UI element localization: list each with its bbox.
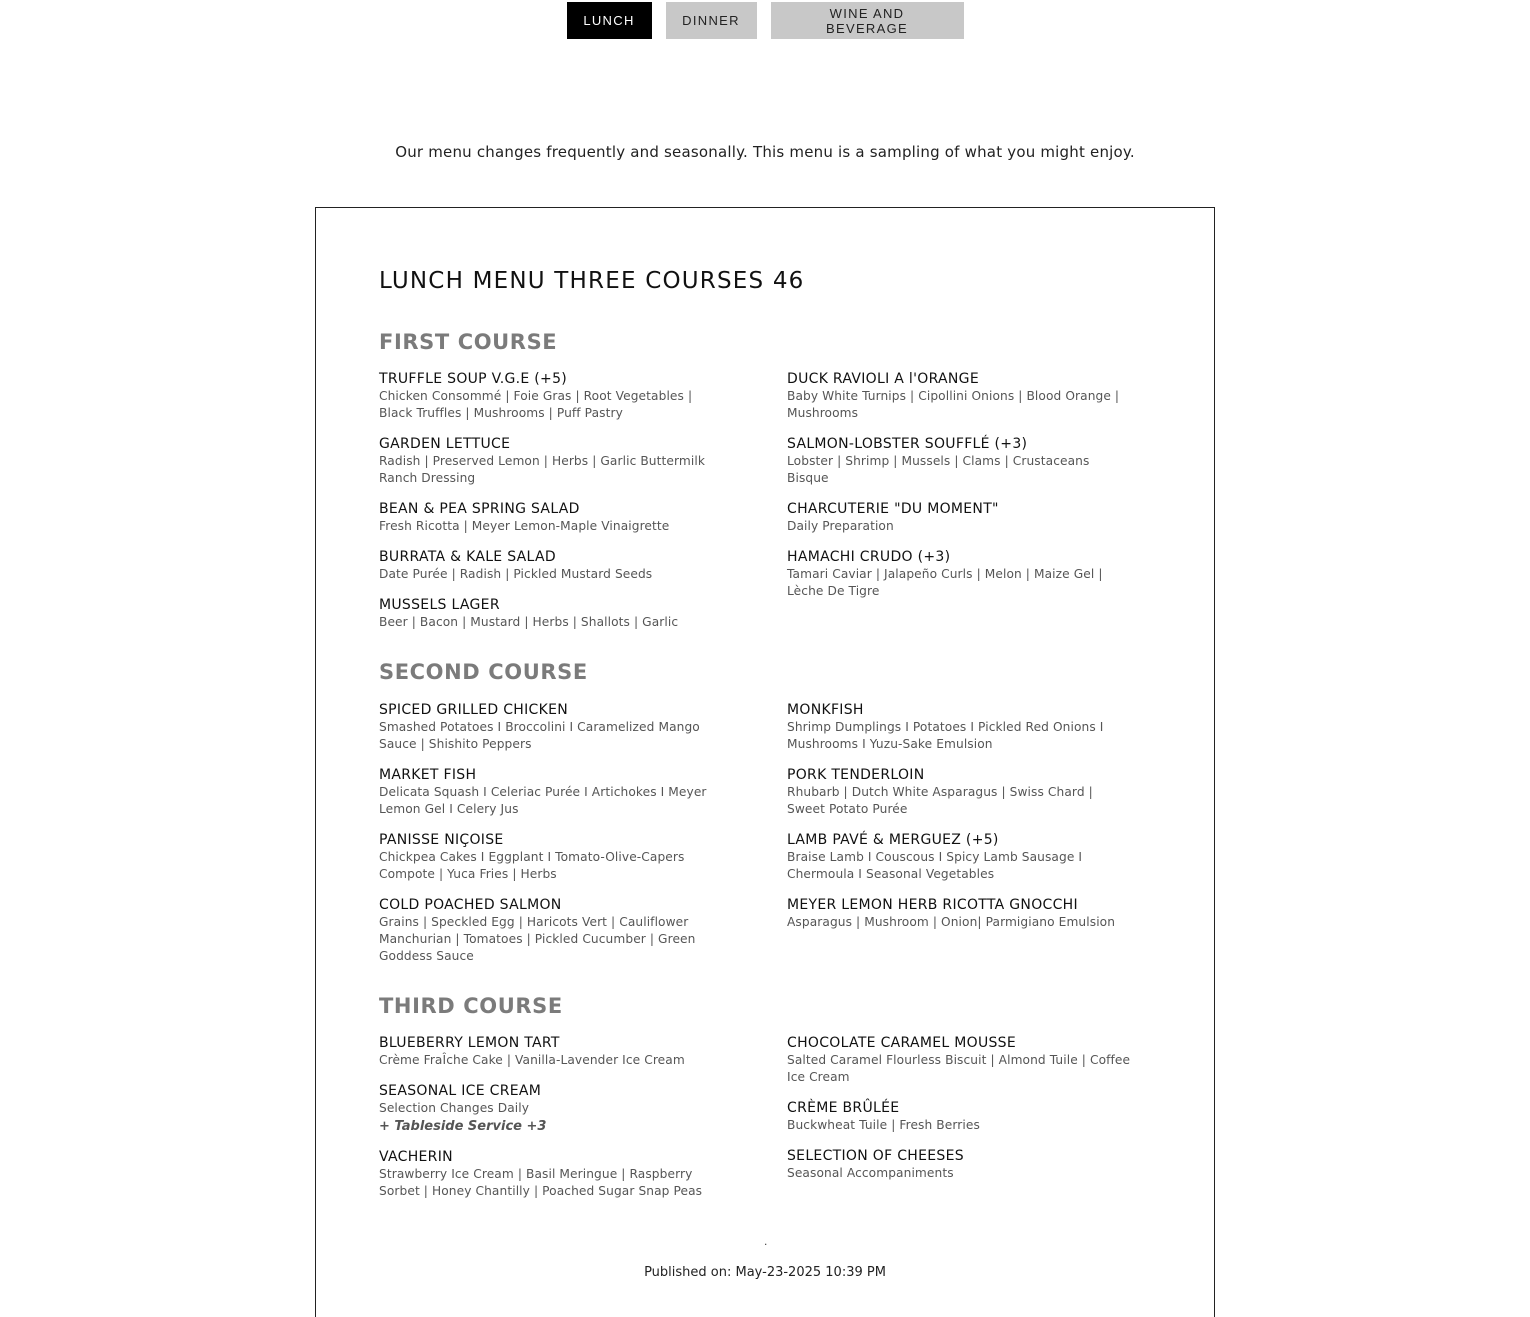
menu-item [787, 832, 1132, 883]
item-name: COLD POACHED SALMON [379, 897, 562, 913]
course-title-second: SECOND COURSE [379, 660, 588, 684]
menu-item [787, 897, 1132, 931]
item-name: TRUFFLE SOUP V.G.E (+5) [379, 371, 568, 387]
item-description: Braise Lamb I Couscous I Spicy Lamb Sausage I Chermoula I Seasonal Vegetables [787, 850, 1083, 881]
item-name: MEYER LEMON HERB RICOTTA GNOCCHI [787, 897, 1078, 913]
course-title-third: THIRD COURSE [379, 994, 563, 1018]
item-name: BLUEBERRY LEMON TART [379, 1035, 560, 1051]
menu-item [379, 371, 724, 422]
tab-wine-and-beverage[interactable]: WINE AND BEVERAGE [771, 2, 964, 39]
tab-lunch[interactable]: LUNCH [567, 2, 652, 39]
item-description: Date Purée | Radish | Pickled Mustard Seeds [379, 567, 653, 581]
menu-item [379, 1083, 724, 1136]
item-name: BEAN & PEA SPRING SALAD [379, 501, 580, 517]
menu-item [787, 501, 1132, 535]
item-description: Strawberry Ice Cream | Basil Meringue | Raspberry Sorbet | Honey Chantilly | Poached Sugar Snap Peas [379, 1167, 703, 1198]
item-name: PANISSE NIÇOISE [379, 832, 504, 848]
item-description: Salted Caramel Flourless Biscuit | Almond Tuile | Coffee Ice Cream [787, 1053, 1131, 1084]
item-name: SELECTION OF CHEESES [787, 1148, 964, 1164]
item-description: Baby White Turnips | Cipollini Onions | Blood Orange | Mushrooms [787, 389, 1120, 420]
item-name: MONKFISH [787, 702, 864, 718]
item-description: Selection Changes Daily [379, 1101, 530, 1115]
menu-intro-text: Our menu changes frequently and seasonally. This menu is a sampling of what you might enjoy. [395, 143, 1135, 161]
menu-item [379, 1149, 724, 1200]
separator-dot: . [764, 1234, 768, 1248]
item-description: Chickpea Cakes I Eggplant I Tomato-Olive-Capers Compote | Yuca Fries | Herbs [379, 850, 685, 881]
published-date: Published on: May-23-2025 10:39 PM [644, 1265, 886, 1280]
item-description: Daily Preparation [787, 519, 894, 533]
item-description: Lobster | Shrimp | Mussels | Clams | Crustaceans Bisque [787, 454, 1090, 485]
menu-item [787, 436, 1132, 487]
item-description: Shrimp Dumplings I Potatoes I Pickled Red Onions I Mushrooms I Yuzu-Sake Emulsion [787, 720, 1104, 751]
menu-item [379, 549, 724, 583]
item-description: Fresh Ricotta | Meyer Lemon-Maple Vinaigrette [379, 519, 670, 533]
item-description: Smashed Potatoes I Broccolini I Caramelized Mango Sauce | Shishito Peppers [379, 720, 700, 751]
item-name: MARKET FISH [379, 767, 477, 783]
menu-item [787, 1035, 1132, 1086]
item-name: CHOCOLATE CARAMEL MOUSSE [787, 1035, 1017, 1051]
item-description: Asparagus | Mushroom | Onion| Parmigiano Emulsion [787, 915, 1116, 929]
menu-item [787, 1100, 1132, 1134]
item-name: LAMB PAVÉ & MERGUEZ (+5) [787, 832, 999, 848]
item-description: Radish | Preserved Lemon | Herbs | Garlic Buttermilk Ranch Dressing [379, 454, 705, 485]
item-description: Beer | Bacon | Mustard | Herbs | Shallots | Garlic [379, 615, 679, 629]
menu-tabs [0, 2, 1530, 39]
menu-item [787, 371, 1132, 422]
menu-item [787, 549, 1132, 600]
item-name: VACHERIN [379, 1149, 453, 1165]
menu-item [379, 897, 724, 965]
menu-item [379, 597, 724, 631]
menu-item [787, 1148, 1132, 1182]
tab-dinner[interactable]: DINNER [666, 2, 757, 39]
menu-item [379, 832, 724, 883]
item-name: DUCK RAVIOLI A l'ORANGE [787, 371, 979, 387]
item-name: HAMACHI CRUDO (+3) [787, 549, 951, 565]
menu-item [379, 501, 724, 535]
item-name: GARDEN LETTUCE [379, 436, 511, 452]
menu-item [787, 702, 1132, 753]
item-name: PORK TENDERLOIN [787, 767, 925, 783]
item-description: Buckwheat Tuile | Fresh Berries [787, 1118, 980, 1132]
item-description: Tamari Caviar | Jalapeño Curls | Melon | Maize Gel | Lèche De Tigre [787, 567, 1103, 598]
item-name: BURRATA & KALE SALAD [379, 549, 556, 565]
course-title-first: FIRST COURSE [379, 330, 558, 354]
item-name: SEASONAL ICE CREAM [379, 1083, 542, 1099]
item-description: Delicata Squash I Celeriac Purée I Artichokes I Meyer Lemon Gel I Celery Jus [379, 785, 707, 816]
item-description: Rhubarb | Dutch White Asparagus | Swiss Chard | Sweet Potato Purée [787, 785, 1093, 816]
item-name: CHARCUTERIE "DU MOMENT" [787, 501, 999, 517]
menu-item [379, 767, 724, 818]
menu-item [787, 767, 1132, 818]
menu-item [379, 436, 724, 487]
item-description: Chicken Consommé | Foie Gras | Root Vegetables | Black Truffles | Mushrooms | Puff Pastry [379, 389, 693, 420]
item-description: Seasonal Accompaniments [787, 1166, 954, 1180]
menu-item [379, 702, 724, 753]
item-name: SPICED GRILLED CHICKEN [379, 702, 568, 718]
menu-card [315, 207, 1215, 1317]
item-name: CRÈME BRÛLÉE [787, 1100, 900, 1116]
menu-item [379, 1035, 724, 1069]
item-name: SALMON-LOBSTER SOUFFLÉ (+3) [787, 436, 1028, 452]
menu-title: LUNCH MENU THREE COURSES 46 [379, 268, 805, 294]
item-note: + Tableside Service +3 [379, 1119, 547, 1134]
item-name: MUSSELS LAGER [379, 597, 500, 613]
item-description: Crème FraÎche Cake | Vanilla-Lavender Ice Cream [379, 1053, 685, 1067]
item-description: Grains | Speckled Egg | Haricots Vert | Cauliflower Manchurian | Tomatoes | Pickled Cucumber | Green Goddess Sauce [379, 915, 696, 963]
